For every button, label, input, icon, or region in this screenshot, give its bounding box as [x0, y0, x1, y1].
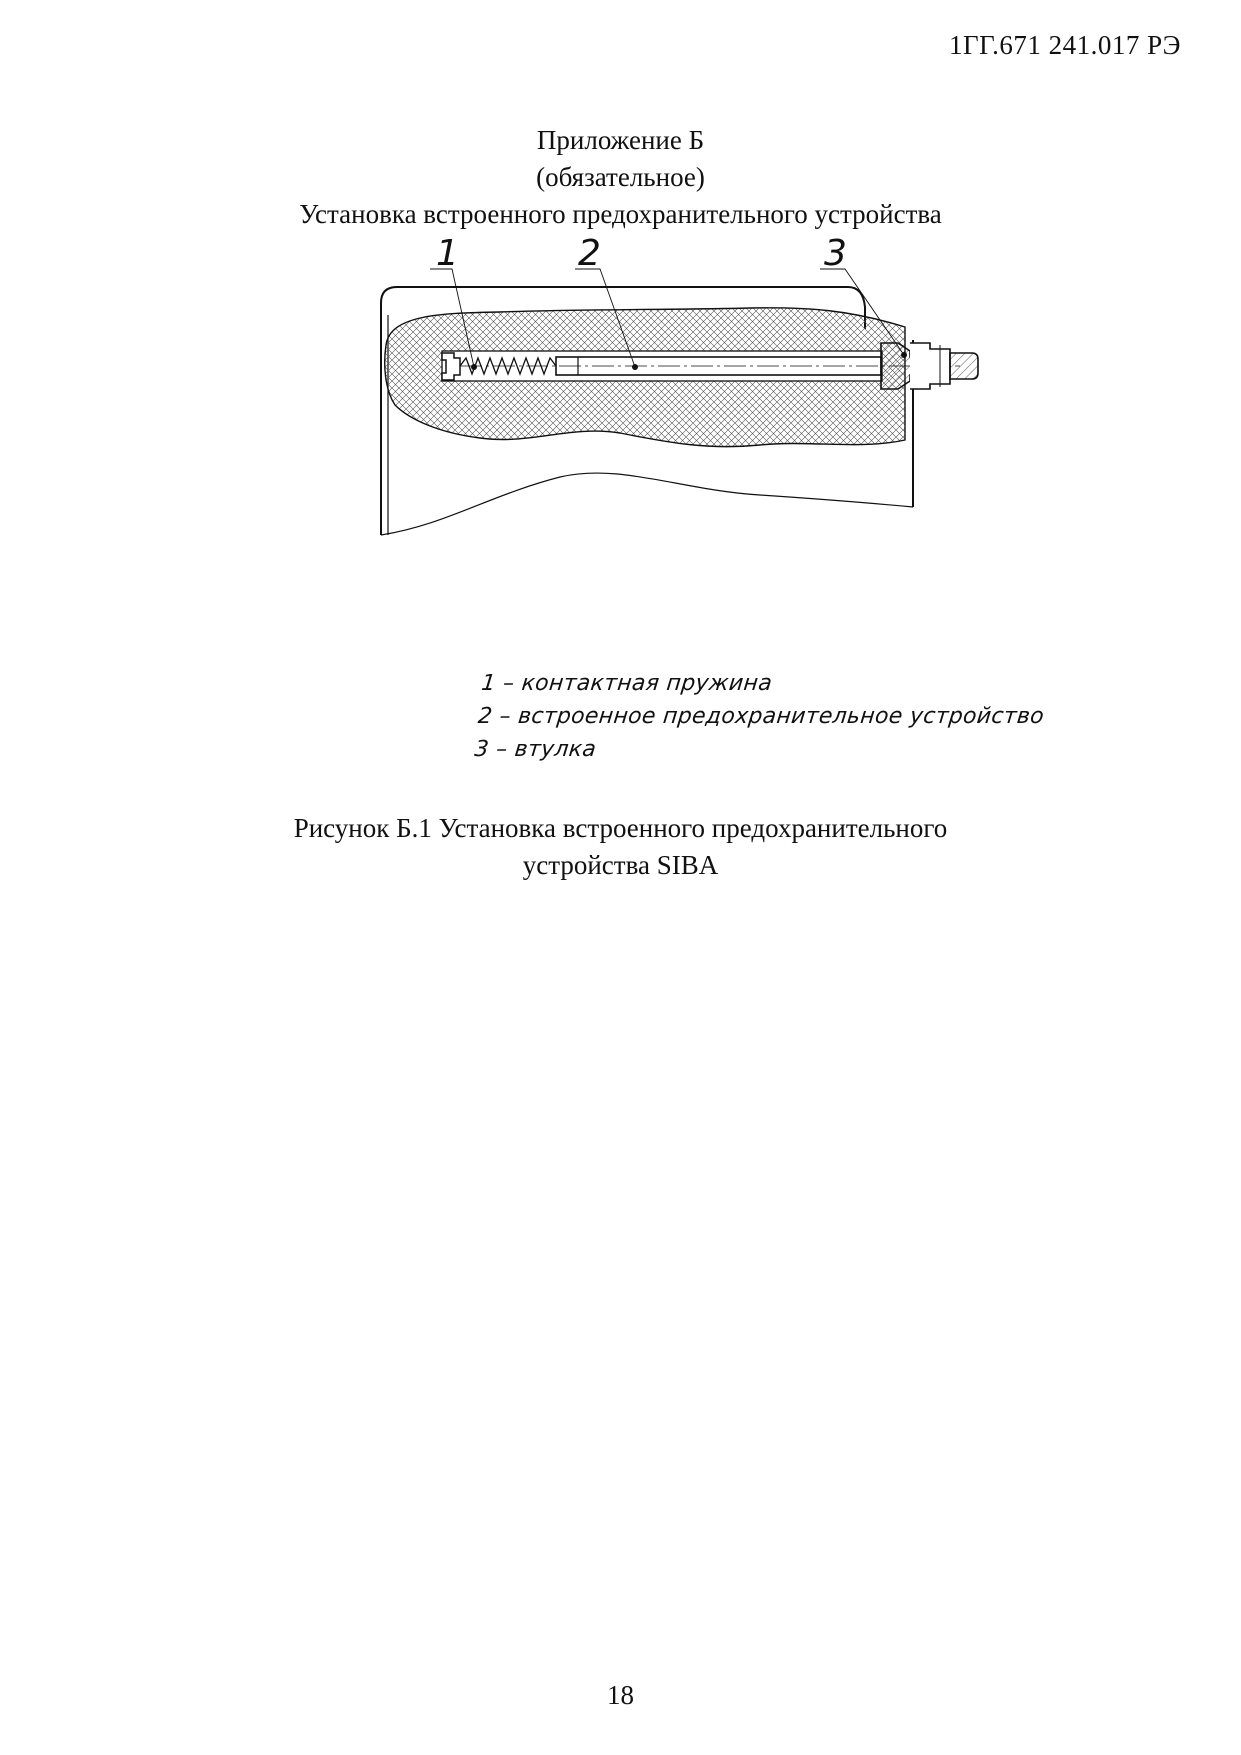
callout-2: 2 — [578, 233, 601, 274]
caption-line: устройства SIBA — [522, 850, 719, 880]
legend-item: 1 – контактная пружина — [480, 671, 774, 696]
fuse-installation-drawing — [350, 233, 1110, 615]
appendix-subject: Установка встроенного предохранительного устройства — [299, 199, 942, 229]
callout-3: 3 — [824, 233, 847, 274]
bushing-flange — [910, 343, 950, 389]
appendix-heading — [0, 122, 1241, 233]
legend-item: 3 – втулка — [473, 737, 598, 762]
legend-item: 2 – встроенное предохранительное устройство — [476, 704, 1046, 729]
figure-legend — [473, 667, 1049, 766]
appendix-title: Приложение Б — [536, 125, 705, 155]
appendix-status: (обязательное) — [536, 162, 705, 192]
caption-line: Рисунок Б.1 Установка встроенного предохранительного — [293, 813, 948, 843]
figure-caption — [0, 810, 1241, 884]
callout-1: 1 — [436, 233, 459, 274]
page-number: 18 — [607, 1680, 634, 1710]
bushing-cap — [950, 353, 978, 379]
document-code: 1ГГ.671 241.017 РЭ — [948, 30, 1181, 60]
break-line-bottom — [381, 473, 913, 535]
